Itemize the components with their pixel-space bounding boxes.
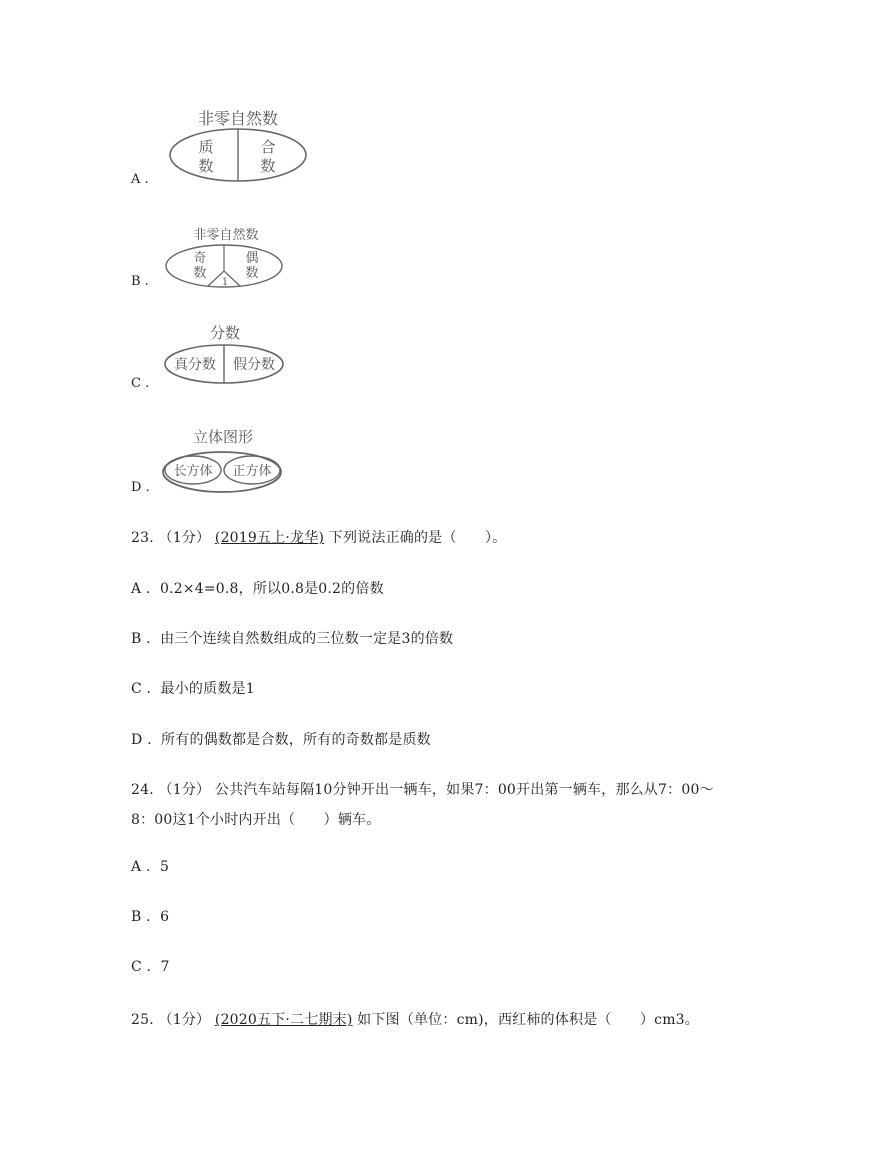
q24-score: （1分） [158,782,211,798]
q24-option-b: B . 6 [131,909,170,925]
q23-source-link[interactable]: (2019五上·龙华) [214,530,325,546]
diagram-d-left: 长方体 [173,464,213,479]
q25-score: （1分） [158,1012,211,1028]
q24-option-a: A . 5 [131,859,170,875]
q22-option-a-letter: A . [131,172,149,187]
q24-stem-line1: 24. （1分） 公共汽车站每隔10分钟开出一辆车，如果7：00开出第一辆车，那么从7：00～ [131,782,714,798]
diagram-b-bottom: 1 [221,277,229,288]
diagram-a-right-1: 合 [260,138,276,156]
diagram-b-title: 非零自然数 [193,228,259,243]
q22-option-a-diagram [166,104,311,190]
q25-number: 25. [131,1012,154,1028]
q23-question: 下列说法正确的是（ ）。 [328,530,507,546]
q22-option-b-diagram [164,224,289,294]
q23-option-b: B . 由三个连续自然数组成的三位数一定是3的倍数 [131,631,454,647]
svg-text:偶: 偶 [245,251,259,266]
q23-option-d: D . 所有的偶数都是合数，所有的奇数都是质数 [131,732,431,748]
diagram-a-left-2: 数 [198,157,214,175]
q25-source-link[interactable]: (2020五下·二七期末) [214,1012,353,1028]
q23-score: （1分） [158,530,211,546]
q22-option-d-letter: D . [131,480,150,495]
diagram-a-left-1: 质 [198,138,214,156]
svg-text:奇: 奇 [193,251,207,266]
q22-option-c-letter: C . [131,376,150,391]
q24-number: 24. [131,782,154,798]
q22-option-c-diagram [162,322,288,390]
svg-text:数: 数 [193,266,207,281]
svg-text:数: 数 [245,266,259,281]
q22-option-d-diagram [160,426,286,498]
q25-stem [131,1009,699,1029]
q22-option-b-letter: B . [131,274,149,289]
q23-stem [131,527,506,547]
q25-question: 如下图（单位：cm)，西红柿的体积是（ ）cm3。 [357,1012,699,1028]
q23-option-a: A . 0.2×4=0.8，所以0.8是0.2的倍数 [131,581,384,597]
q24-option-c: C . 7 [131,959,170,975]
diagram-c-title: 分数 [209,324,241,342]
diagram-d-title: 立体图形 [192,428,254,446]
q23-number: 23. [131,530,154,546]
diagram-a-title: 非零自然数 [197,109,279,128]
diagram-a-right-2: 数 [260,157,276,175]
q23-option-c: C . 最小的质数是1 [131,681,255,697]
diagram-c-left: 真分数 [174,357,216,373]
diagram-d-right: 正方体 [232,464,272,479]
diagram-c-right: 假分数 [233,357,275,373]
q24-stem-line2: 8：00这1个小时内开出（ ）辆车。 [131,812,381,828]
